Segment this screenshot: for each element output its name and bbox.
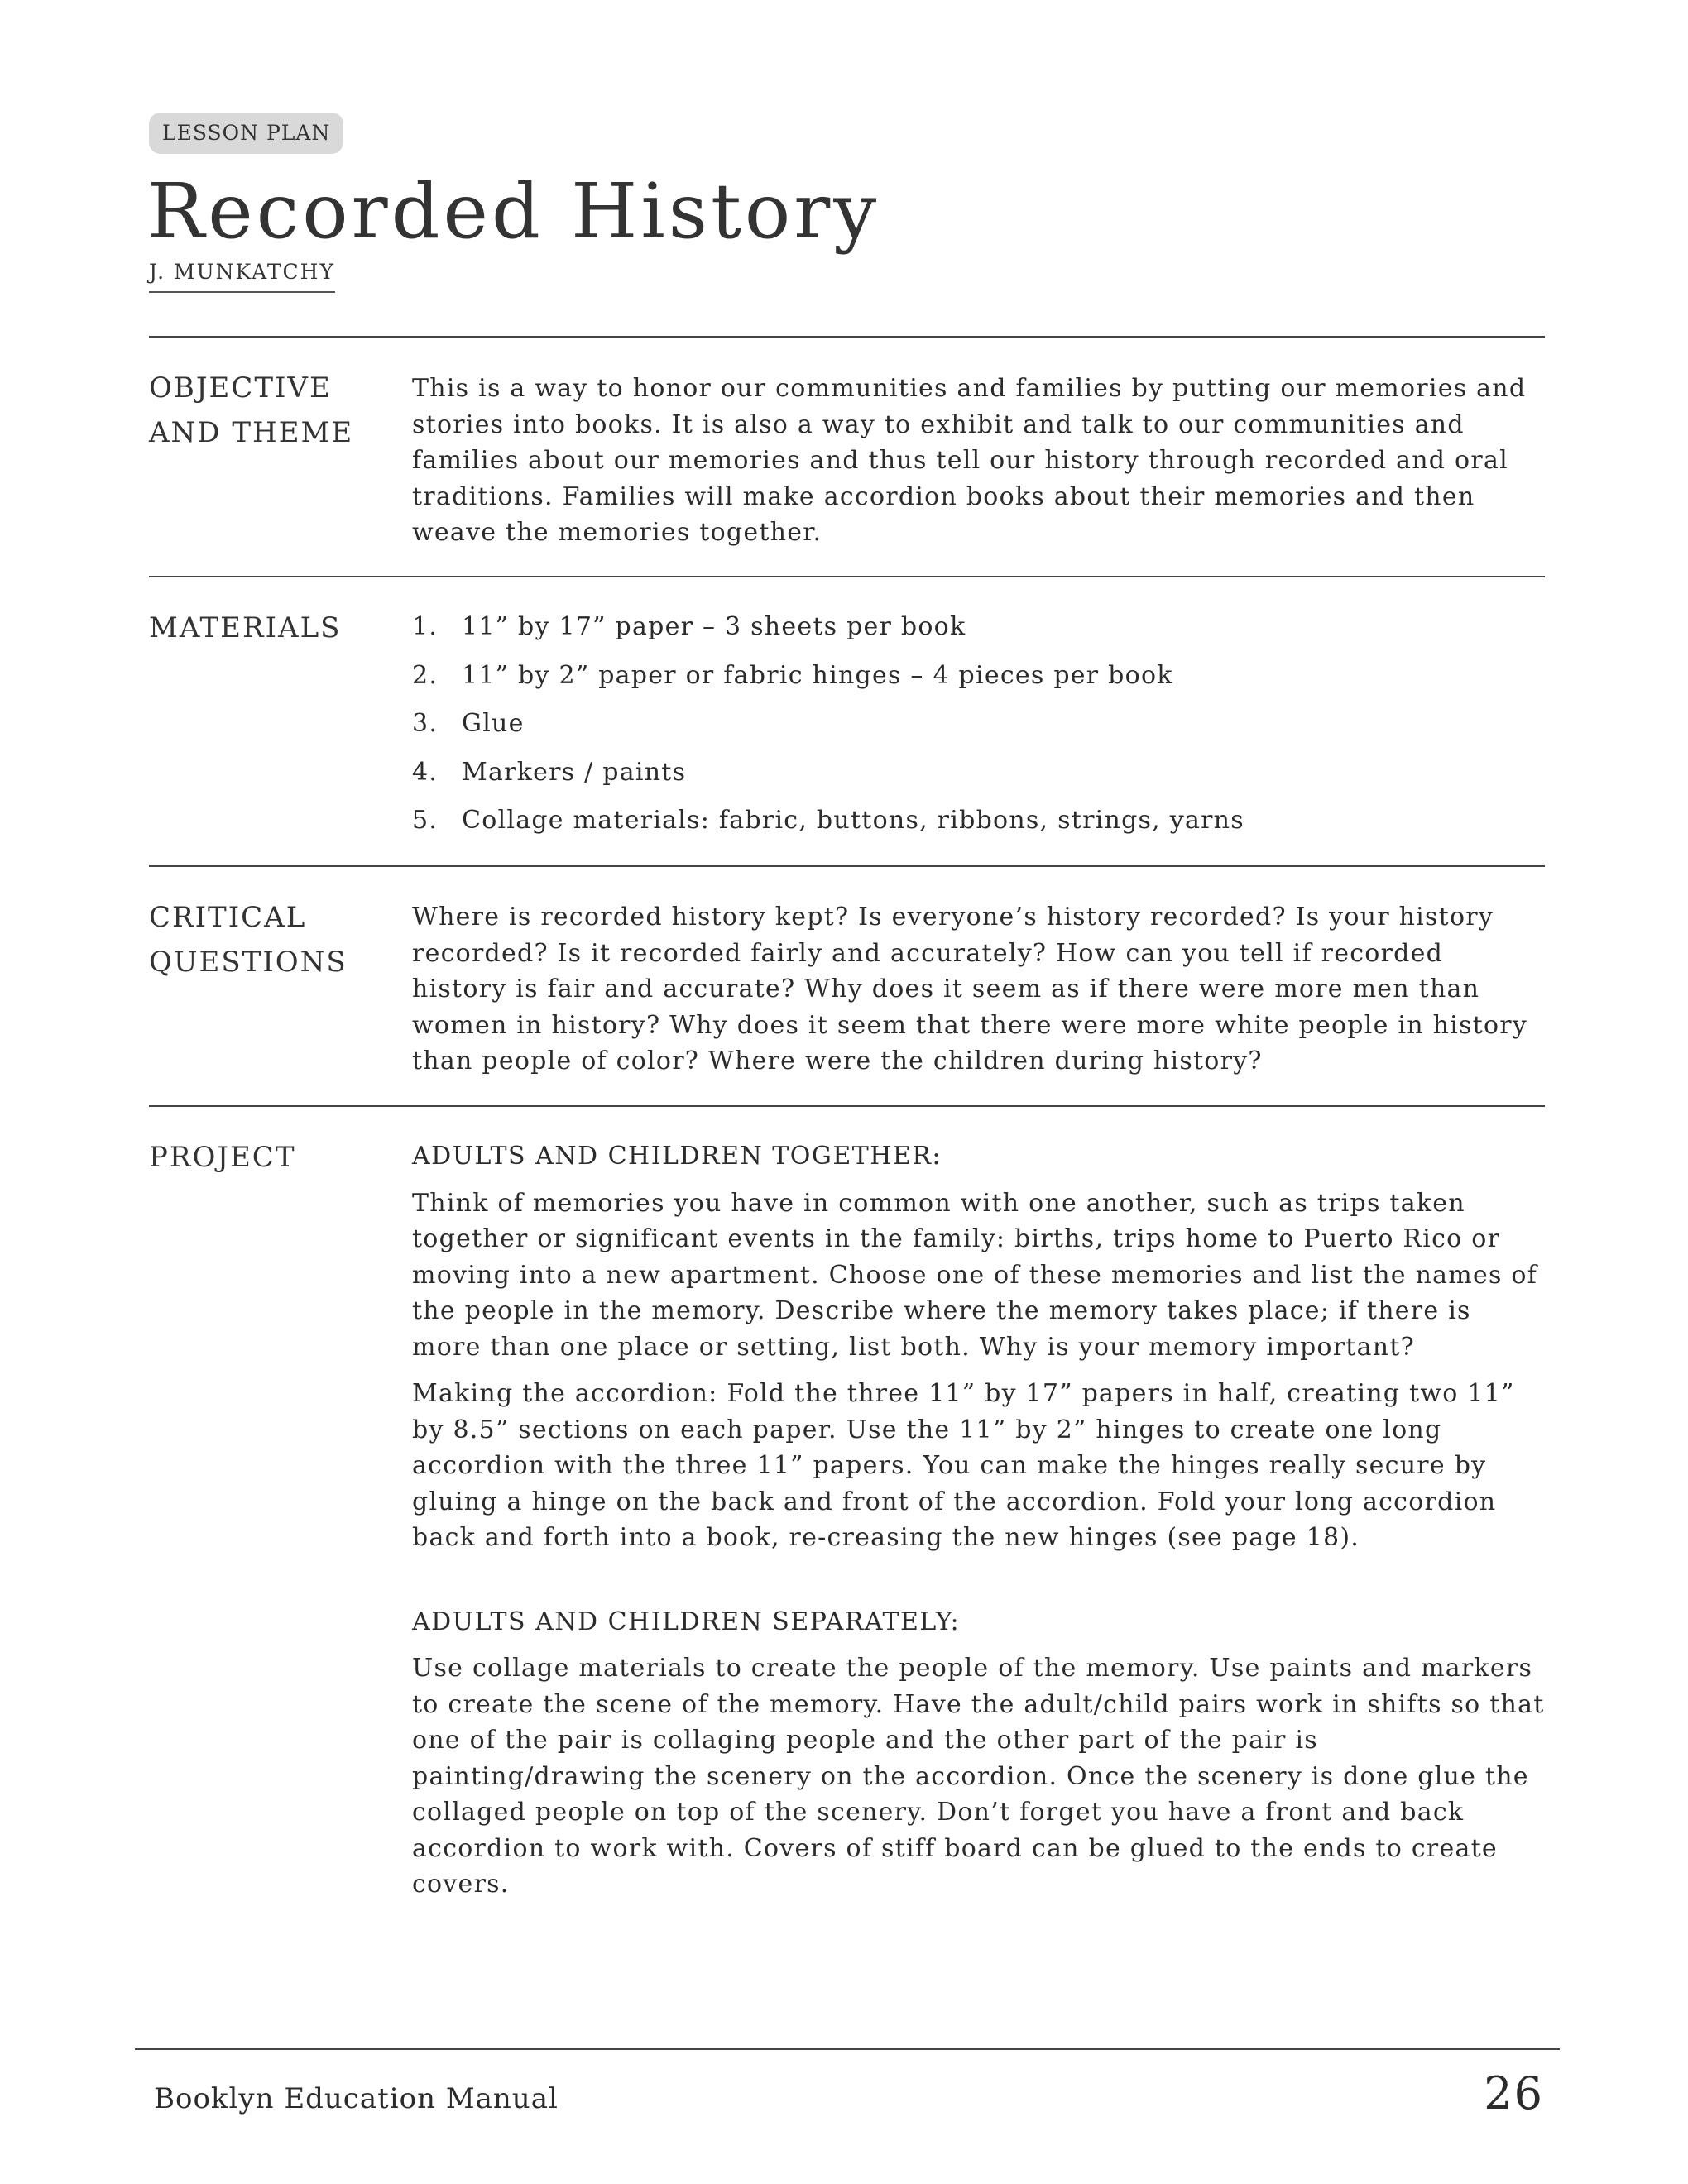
objective-label <box>149 366 381 455</box>
footer-divider <box>135 2048 1560 2050</box>
critical-questions-text: Where is recorded history kept? Is everyone’s history recorded? Is your history recorded? Is it recorded fairly and accurately? How can you tell if recorded history is fair and accurate? Why does it seem as if there were more men than women in history? Why does it seem that there were more white people in history than people of color? Where were the children during history? <box>412 903 1528 1075</box>
project-label: PROJECT <box>149 1141 296 1174</box>
list-item <box>412 700 1546 749</box>
list-item <box>412 652 1546 701</box>
section-divider <box>149 865 1545 867</box>
page-title: Recorded History <box>147 167 880 256</box>
list-item-text: Glue <box>462 709 525 738</box>
separately-paragraph: Use collage materials to create the people of the memory. Use paints and markers to create the scene of the memory. Have the adult/child pairs work in shifts so that one of the pair is collaging people and the other part of the pair is painting/drawing the scenery on the accordion. Once the scenery is done glue the collaged people on top of the scenery. Don’t forget you have a front and back accordion to work with. Covers of stiff board can be glued to the ends to create covers. <box>412 1654 1545 1899</box>
author-name: J. MUNKATCHY <box>149 258 335 293</box>
project-section <box>412 1138 1546 1903</box>
list-item <box>412 603 1546 652</box>
objective-label-line2: AND THEME <box>149 416 354 449</box>
lesson-plan-badge: LESSON PLAN <box>149 113 343 154</box>
list-item <box>412 797 1546 845</box>
critical-label-line2: QUESTIONS <box>149 946 348 979</box>
list-item <box>412 749 1546 797</box>
together-paragraph-1: Think of memories you have in common with one another, such as trips taken together or significant events in the family: births, trips home to Puerto Rico or moving into a new apartment. Choose one of these memories and list the names of the people in the memory. Describe where the memory takes place; if there is more than one place or setting, list both. Why is your memory important? <box>412 1188 1538 1362</box>
section-divider <box>149 576 1545 577</box>
list-item-text: 11” by 17” paper – 3 sheets per book <box>462 612 966 641</box>
list-item-text: Collage materials: fabric, buttons, ribbons, strings, yarns <box>462 806 1244 835</box>
together-heading: ADULTS AND CHILDREN TOGETHER: <box>412 1142 942 1171</box>
list-item-number: 2. <box>412 660 439 690</box>
section-divider <box>149 336 1545 338</box>
critical-questions-label <box>149 895 381 984</box>
materials-list <box>412 603 1546 845</box>
objective-label-line1: OBJECTIVE <box>149 371 332 405</box>
materials-label: MATERIALS <box>149 611 342 644</box>
objective-text: This is a way to honor our communities and families by putting our memories and stories into books. It is also a way to exhibit and talk to our communities and families about our memories and thus tell our history through recorded and oral traditions. Families will make accordion books about their memories and then weave the memories together. <box>412 374 1527 547</box>
separately-heading: ADULTS AND CHILDREN SEPARATELY: <box>412 1607 961 1636</box>
list-item-number: 3. <box>412 709 439 738</box>
list-item-number: 5. <box>412 806 439 835</box>
together-paragraph-2: Making the accordion: Fold the three 11” by 17” papers in half, creating two 11” by 8.5” sections on each paper. Use the 11” by 2” hinges to create one long accordion with the three 11” papers. You can make the hinges really secure by gluing a hinge on the back and front of the accordion. Fold your long accordion back and forth into a book, re-creasing the new hinges (see page 18). <box>412 1379 1515 1552</box>
page-number: 26 <box>1484 2067 1544 2119</box>
list-item-number: 4. <box>412 757 439 787</box>
list-item-number: 1. <box>412 612 439 641</box>
critical-questions-section <box>412 899 1546 1080</box>
critical-label-line1: CRITICAL <box>149 901 307 934</box>
list-item-text: Markers / paints <box>462 757 687 787</box>
objective-section <box>412 371 1546 551</box>
materials-section <box>412 603 1546 845</box>
section-divider <box>149 1105 1545 1107</box>
manual-name: Booklyn Education Manual <box>154 2082 559 2115</box>
list-item-text: 11” by 2” paper or fabric hinges – 4 pieces per book <box>462 660 1173 690</box>
